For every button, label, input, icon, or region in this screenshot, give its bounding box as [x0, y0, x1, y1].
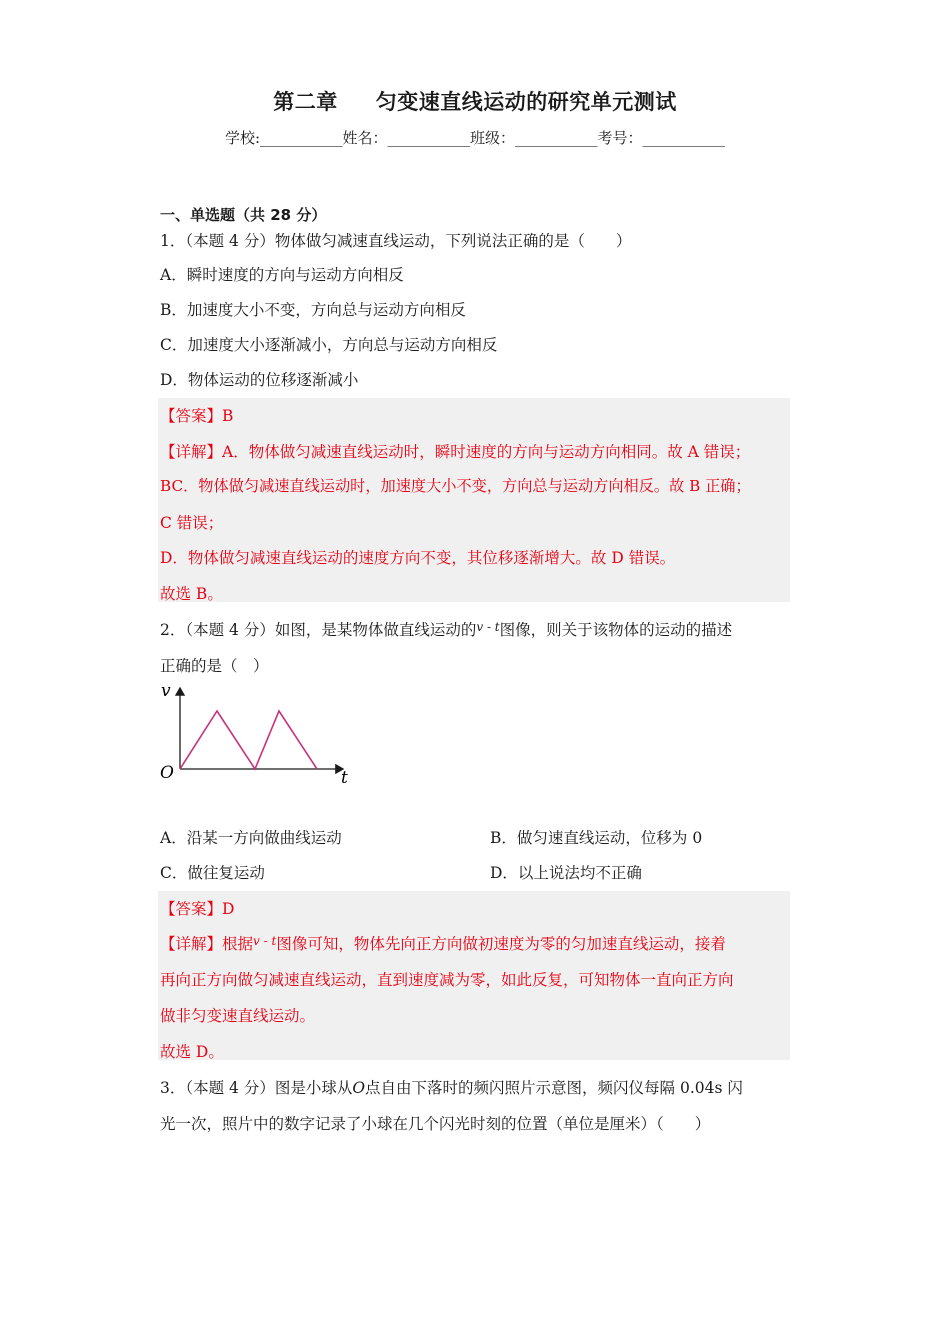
title-topic: 匀变速直线运动的研究单元测试 — [375, 90, 677, 114]
q2-detail-b: 图像可知，物体先向正方向做初速度为零的匀加速直线运动，接着 — [276, 935, 726, 953]
q1-detail-text1: A．物体做匀减速直线运动时，瞬时速度的方向与运动方向相同。故 A 错误； — [222, 443, 751, 461]
q2-option-d: D．以上说法均不正确 — [490, 864, 642, 882]
q1-detail-line3: C 错误； — [160, 514, 224, 532]
q2-option-c: C．做往复运动 — [160, 864, 265, 882]
q2-stem-line2: 正确的是（ ） — [160, 657, 269, 675]
q1-option-c: C．加速度大小逐渐减小，方向总与运动方向相反 — [160, 336, 498, 354]
q2-stem-line1 — [160, 618, 732, 640]
q1-option-d: D．物体运动的位移逐渐减小 — [160, 371, 359, 389]
q1-option-a: A．瞬时速度的方向与运动方向相反 — [160, 266, 404, 284]
q2-answer: 【答案】D — [160, 900, 235, 918]
q3-stem-b: 点自由下落时的频闪照片示意图，频闪仪每隔 0.04s 闪 — [365, 1079, 743, 1097]
q2-stem-vt: v - t — [476, 620, 500, 634]
q2-detail-line2: 再向正方向做匀减速直线运动，直到速度减为零，如此反复，可知物体一直向正方向 — [160, 971, 734, 989]
q2-detail-line4: 故选 D。 — [160, 1043, 224, 1061]
q1-detail-label: 【详解】 — [160, 443, 223, 461]
q2-detail-line3: 做非匀变速直线运动。 — [160, 1007, 316, 1025]
q2-detail-a: 根据 — [222, 935, 254, 953]
q1-detail-line4: D．物体做匀减速直线运动的速度方向不变，其位移逐渐增大。故 D 错误。 — [160, 549, 676, 567]
graph-origin-label: O — [160, 763, 174, 783]
q2-detail-vt: v - t — [253, 934, 277, 948]
q3-stem-a: 3．（本题 4 分）图是小球从 — [160, 1079, 353, 1097]
q3-stem-line2: 光一次，照片中的数字记录了小球在几个闪光时刻的位置（单位是厘米）（ ） — [160, 1115, 711, 1133]
q1-detail-line1 — [160, 440, 750, 462]
q1-answer: 【答案】B — [160, 407, 234, 425]
q2-option-a: A．沿某一方向做曲线运动 — [160, 829, 342, 847]
graph-v-label: v — [161, 681, 171, 701]
page-title — [0, 86, 950, 116]
graph-vt-line — [180, 711, 317, 769]
graph-t-label: t — [341, 768, 348, 788]
q2-option-b: B．做匀速直线运动，位移为 0 — [490, 829, 703, 847]
q2-stem-a: 2．（本题 4 分）如图，是某物体做直线运动的 — [160, 621, 477, 639]
q3-stem-line1 — [160, 1076, 743, 1098]
title-chapter: 第二章 — [273, 90, 338, 114]
q2-vt-graph — [150, 678, 360, 790]
section-heading: 一、单选题（共 28 分） — [160, 206, 327, 224]
q1-stem: 1．（本题 4 分）物体做匀减速直线运动，下列说法正确的是（ ） — [160, 232, 632, 250]
q1-detail-line2: BC．物体做匀减速直线运动时，加速度大小不变，方向总与运动方向相反。故 B 正确； — [160, 477, 751, 495]
student-info-line: 学校:___________姓名：___________班级：___________考号：___________ — [224, 129, 726, 147]
q2-detail-label: 【详解】 — [160, 935, 223, 953]
q3-stem-o: O — [352, 1079, 366, 1097]
q1-option-b: B．加速度大小不变，方向总与运动方向相反 — [160, 301, 466, 319]
q2-detail-line1 — [160, 932, 726, 954]
q1-answer-box — [158, 398, 790, 602]
q1-detail-line5: 故选 B。 — [160, 585, 223, 603]
q2-stem-b: 图像，则关于该物体的运动的描述 — [499, 621, 733, 639]
